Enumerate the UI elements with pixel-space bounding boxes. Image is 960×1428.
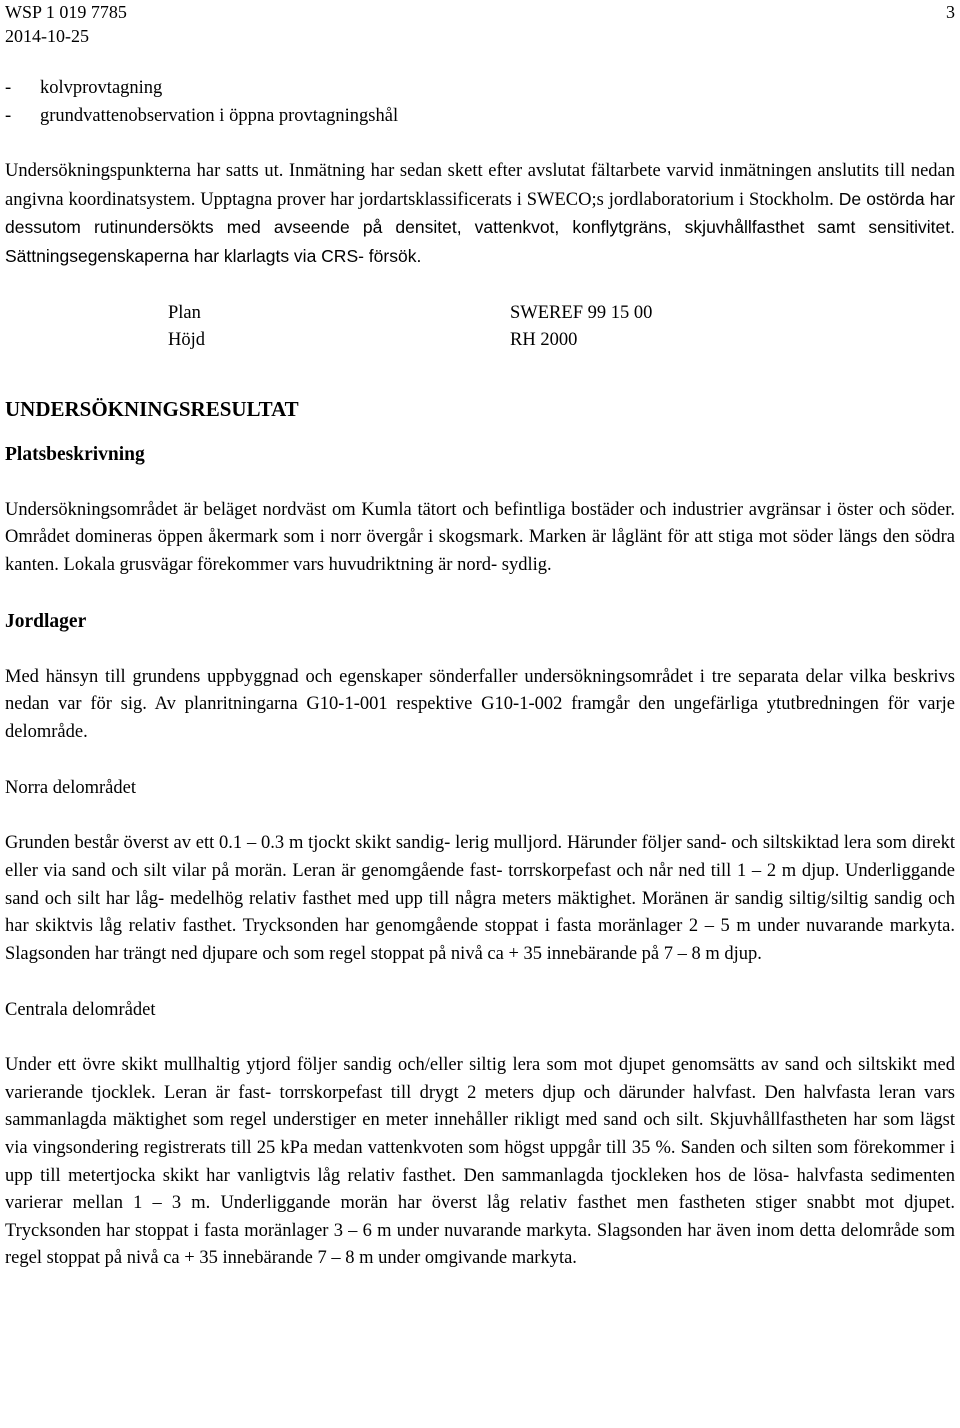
north-paragraph: Grunden består överst av ett 0.1 – 0.3 m tjockt skikt sandig- lerig mulljord. Härunder följer sand- och siltskiktad lera som direkt eller via sand och silt vilar på morän. Leran är genomgående fast- torrskorpefast och når ned till 1 – 2 m djup. Underliggande sand och silt har låg- medelhög relativ fasthet med upp till några meters mäktighet. Moränen är sandig siltig/siltig sandig och har skiktvis låg relativ fasthet. Trycksonden har genomgående stoppat i fasta moränlager 2 – 5 m under nuvarande markyta. Slagsonden har trängt ned djupare och som regel stoppat på nivå ca + 35 innebärande på 7 – 8 m djup. (5, 833, 955, 964)
list-dash: - (5, 78, 12, 98)
intro-sentences-2: De ostörda har dessutom rutinundersökts med avseende på densitet, vattenkvot, konflytgräns, skjuvhållfasthet samt sensitivitet. Sättningsegenskaperna har klarlagts via CRS- försök. (5, 188, 955, 266)
site-paragraph: Undersökningsområdet är beläget nordväst om Kumla tätort och befintliga bostäder och industrier avgränsar i öster och söder. Området domineras öppen åkermark som i norr övergår i skogsmark. Marken är låglänt för att stiga mot söder längs den södra kanten. Lokala grusvägar förekommer vars huvudriktning är nord- sydlig. (5, 499, 955, 575)
page-number: 3 (946, 2, 955, 22)
header-row (5, 0, 955, 24)
central-heading: Centrala delområdet (5, 1000, 156, 1021)
document-date: 2014-10-25 (5, 26, 89, 46)
coordinate-label: Höjd (168, 330, 205, 351)
soil-heading: Jordlager (5, 610, 87, 632)
north-heading: Norra delområdet (5, 778, 136, 799)
coordinate-value: SWEREF 99 15 00 (510, 302, 653, 323)
coordinate-row (168, 300, 955, 328)
intro-sentences-1: Undersökningspunkterna har satts ut. Inmätning har sedan skett efter avslutat fältarbete varvid inmätningen anslutits till nedan angivna koordinatsystem. Upptagna prover har jordartsklassificerats i SWECO;s jordlaboratorium i Stockholm. (5, 161, 955, 210)
coordinate-value: RH 2000 (510, 330, 578, 351)
page-header (5, 0, 955, 48)
coordinate-systems (168, 300, 955, 355)
coordinate-label: Plan (168, 302, 201, 323)
list-item (5, 103, 955, 131)
intro-paragraph (5, 158, 955, 271)
coordinate-row (168, 327, 955, 355)
document-id: WSP 1 019 7785 (5, 2, 127, 22)
list-item-text: kolvprovtagning (40, 78, 163, 98)
list-item (5, 75, 955, 103)
list-item-text: grundvattenobservation i öppna provtagningshål (40, 105, 399, 126)
list-dash: - (5, 105, 12, 126)
method-list (5, 75, 955, 130)
site-heading: Platsbeskrivning (5, 443, 145, 465)
document-body (5, 75, 955, 1273)
central-paragraph: Under ett övre skikt mullhaltig ytjord följer sandig och/eller siltig lera som mot djupet genomsätts av sand och siltskikt med varierande tjocklek. Leran är fast- torrskorpefast till drygt 2 meters djup och därunder halvfast. Den halvfasta leran vars sammanlagda mäktighet som regel understiger en meter innehåller rikligt med sand och silt. Skjuvhållfastheten har som lägst via vingsondering registrerats till 25 kPa medan vattenkvoten som högst uppgår till 35 %. Sanden och silten som förekommer i upp till metertjocka skikt har vanligtvis låg relativ fasthet. Den sammanlagda tjockleken hos de lösa- halvfasta sedimenten varierar mellan 1 – 3 m. Underliggande morän har överst låg relativ fasthet men fastheten stiger snabbt mot djupet. Trycksonden har stoppat i fasta moränlager 3 – 6 m under nuvarande markyta. Slagsonden har även inom detta delområde som regel stoppat på nivå ca + 35 innebärande 7 – 8 m under omgivande markyta. (5, 1055, 955, 1269)
soil-paragraph: Med hänsyn till grundens uppbyggnad och egenskaper sönderfaller undersökningsområdet i tre separata delar vilka beskrivs nedan var för sig. Av planritningarna G10-1-001 respektive G10-1-002 framgår den ungefärliga ytutbredningen för varje delområde. (5, 666, 955, 742)
results-heading: UNDERSÖKNINGSRESULTAT (5, 396, 299, 421)
